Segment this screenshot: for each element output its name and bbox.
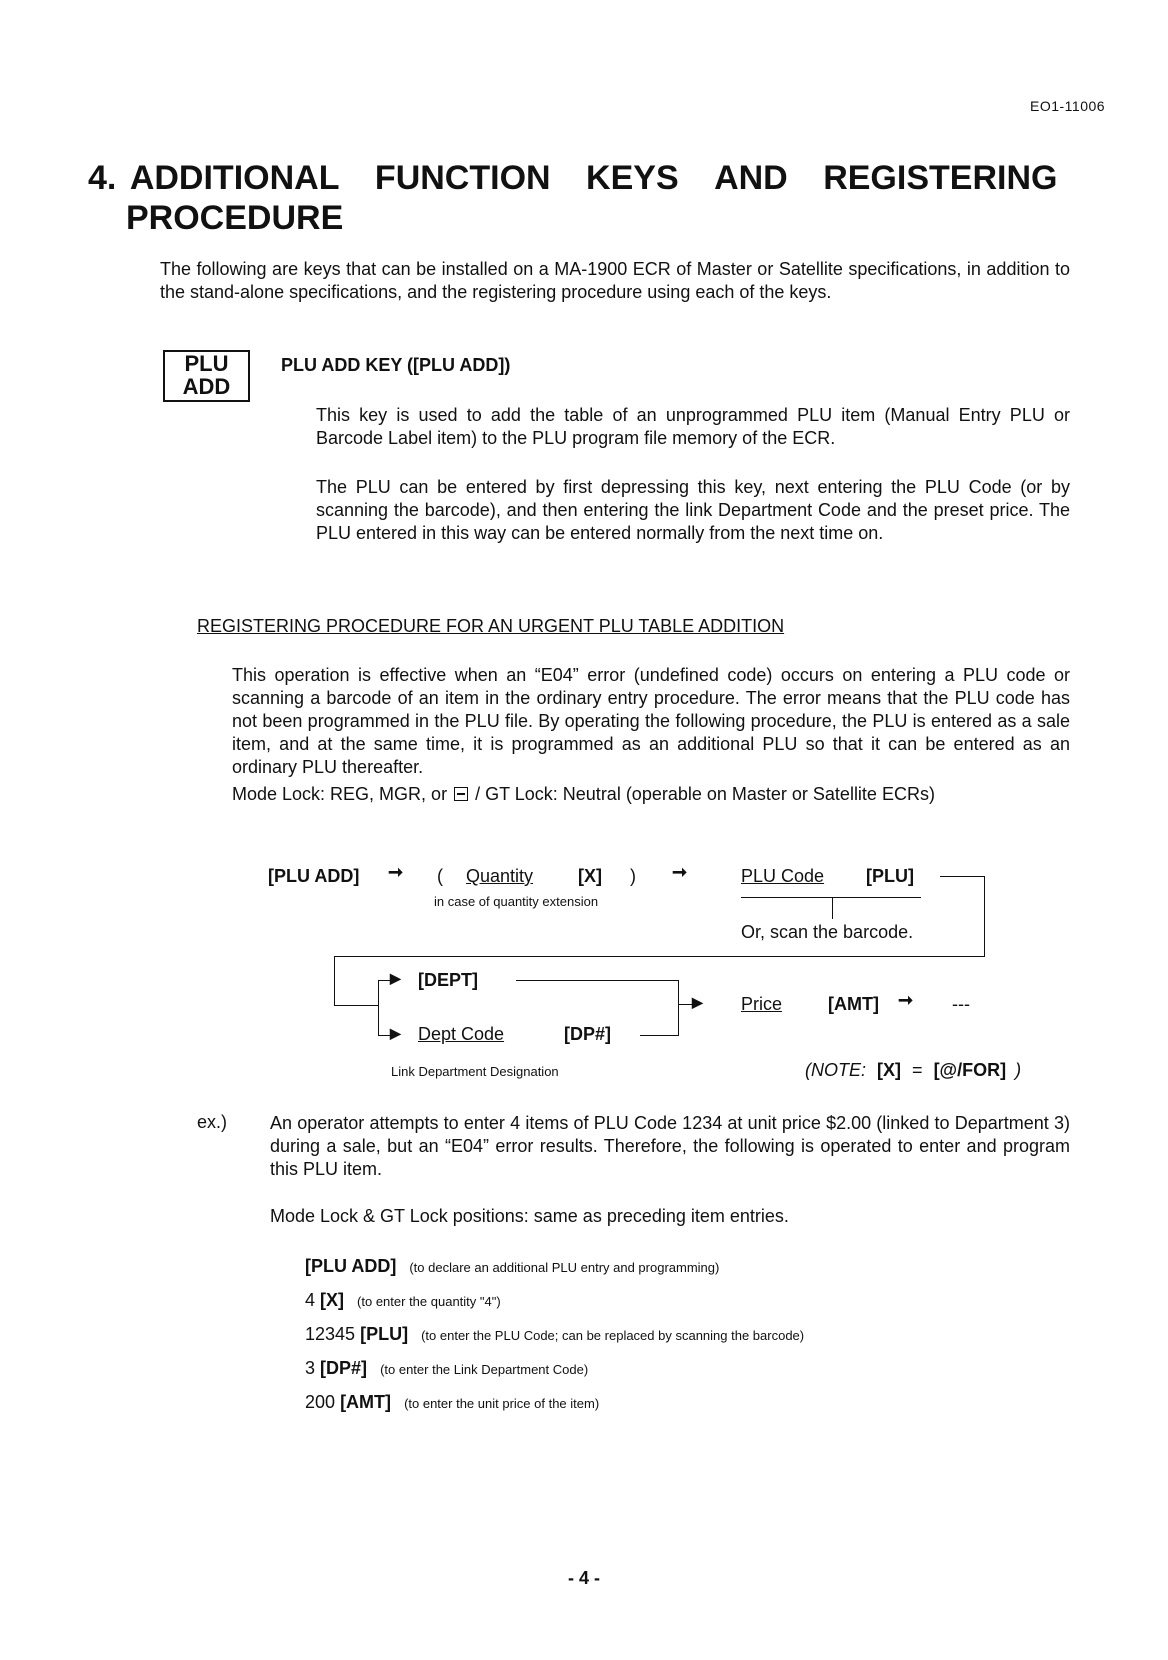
step-desc: (to enter the unit price of the item) [404,1396,600,1411]
step-value: 4 [305,1290,316,1310]
minus-key-icon [454,787,468,801]
note-x: [X] [877,1060,902,1080]
note-close: ) [1015,1060,1022,1080]
procedure-paragraph: This operation is effective when an “E04” error (undefined code) occurs on entering a PLU code or scanning a barcode of an item in the ordinary entry procedure. The error means that the PLU code has not been programmed in the PLU file. By operating the following procedure, the PLU is entered as a sale item, and at the same time, it is programmed as an additional PLU so that it can be entered as an ordinary PLU thereafter. [232,665,1070,777]
title-word: KEYS [586,159,679,197]
flow-amt-key: [AMT] [828,994,879,1014]
flow-link-note: Link Department Designation [391,1064,559,1079]
section-title [88,158,1057,238]
procedure-heading: REGISTERING PROCEDURE FOR AN URGENT PLU TABLE ADDITION [197,616,785,636]
flow-dp-key: [DP#] [564,1024,612,1044]
key-usage: The PLU can be entered by first depressing this key, next entering the PLU Code (or by scanning the barcode), and then entering the link Department Code and the preset price. The PLU entered in this way can be entered normally from the next time on. [316,477,1070,543]
arrowhead-icon: ▶ [692,994,703,1010]
key-label-line1: PLU [184,351,229,376]
step-value: 12345 [305,1324,356,1344]
step-key: [PLU] [360,1324,409,1344]
example-step [305,1324,804,1345]
step-key: [DP#] [320,1358,368,1378]
step-desc: (to enter the quantity "4") [357,1294,501,1309]
flow-quantity: Quantity [466,866,534,886]
intro-paragraph: The following are keys that can be installed on a MA-1900 ECR of Master or Satellite specifications, in addition to the stand-alone specifications, and the registering procedure using each of the keys. [160,259,1070,302]
flow-qty-note: in case of quantity extension [434,894,599,909]
step-desc: (to enter the PLU Code; can be replaced by scanning the barcode) [421,1328,805,1343]
mode-lock-line [232,784,935,805]
arrow-icon: ➞ [672,862,688,882]
arrow-icon: ➞ [898,990,914,1010]
title-word: ADDITIONAL [129,159,340,197]
arrowhead-icon: ▶ [390,970,401,986]
step-key: [X] [320,1290,345,1310]
flow-paren-open: ( [437,866,443,886]
flow-dept: [DEPT] [418,970,478,990]
example-paragraph: An operator attempts to enter 4 items of PLU Code 1234 at unit price $2.00 (linked to Department 3) during a sale, but an “E04” error results. Therefore, the following is operated to enter and program this PLU item. [270,1113,1070,1179]
flow-scan: Or, scan the barcode. [741,922,914,942]
plu-add-key-icon [163,350,250,402]
title-word: REGISTERING [823,159,1058,197]
flow-ellipsis: --- [952,994,970,1014]
flow-dept-code: Dept Code [418,1024,505,1044]
title-line2: PROCEDURE [126,199,344,237]
step-desc: (to enter the Link Department Code) [380,1362,589,1377]
title-word: FUNCTION [374,159,551,197]
note-for: [@/FOR] [933,1060,1007,1080]
arrow-icon: ➞ [388,862,404,882]
flow-paren-close: ) [630,866,636,886]
document-id: EO1-11006 [1030,98,1106,114]
title-number: 4. [88,159,117,197]
mode-lock-text: Mode Lock: REG, MGR, or [232,784,448,804]
key-label-line2: ADD [182,374,231,399]
page-number: - 4 - [567,1568,600,1588]
step-value: 3 [305,1358,316,1378]
step-desc: (to declare an additional PLU entry and programming) [409,1260,720,1275]
example-mode-line: Mode Lock & GT Lock positions: same as preceding item entries. [270,1206,789,1226]
flow-price: Price [741,994,783,1014]
step-key: [AMT] [340,1392,392,1412]
arrowhead-icon: ▶ [390,1025,401,1041]
flow-x-key: [X] [578,866,602,886]
title-word: AND [714,159,788,197]
step-key: [PLU ADD] [305,1256,397,1276]
note-line [805,1060,1021,1081]
note-label: (NOTE: [805,1060,866,1080]
example-step [305,1290,501,1311]
gt-lock-text: / GT Lock: Neutral (operable on Master or Satellite ECRs) [475,784,935,804]
example-step [305,1392,599,1413]
note-eq: = [912,1060,923,1080]
example-label: ex.) [197,1112,228,1132]
key-description: This key is used to add the table of an unprogrammed PLU item (Manual Entry PLU or Barcode Label item) to the PLU program file memory of the ECR. [316,405,1070,448]
flow-plu-add: [PLU ADD] [268,866,360,886]
example-step [305,1256,719,1277]
flow-plu-code: PLU Code [741,866,825,886]
key-heading: PLU ADD KEY ([PLU ADD]) [281,355,511,375]
example-step [305,1358,588,1379]
flow-plu-key: [PLU] [866,866,914,886]
step-value: 200 [305,1392,336,1412]
